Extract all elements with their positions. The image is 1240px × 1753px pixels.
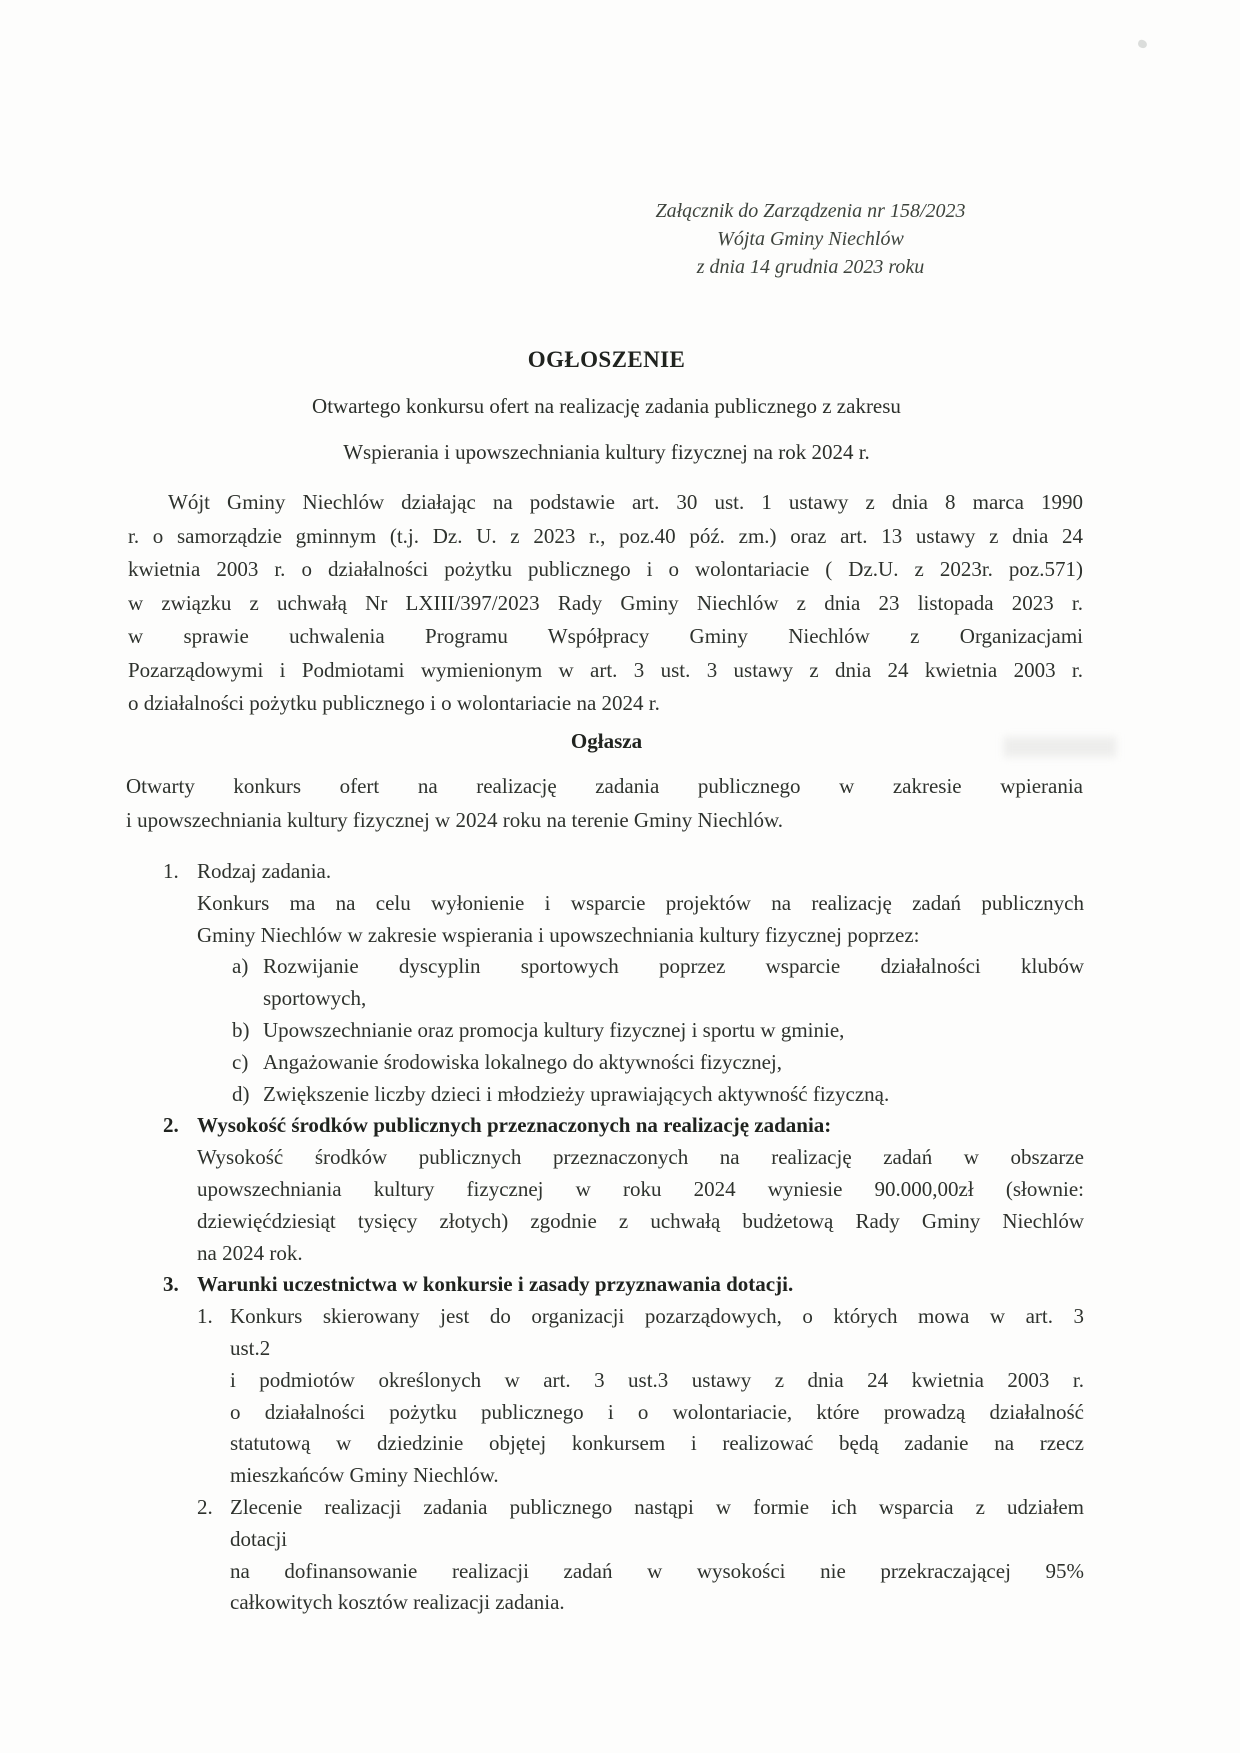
intro-line: kwietnia 2003 r. o działalności pożytku publicznego i o wolontariacie ( Dz.U. z 2023r. poz.571) bbox=[128, 557, 1083, 581]
announce-line: Otwarty konkurs ofert na realizację zadania publicznego w zakresie wpierania bbox=[126, 774, 1083, 798]
sub-item-marker: 2. bbox=[197, 1494, 213, 1519]
attachment-note-line: z dnia 14 grudnia 2023 roku bbox=[696, 256, 925, 278]
announce-heading: Ogłasza bbox=[570, 729, 643, 753]
sub-item-marker: b) bbox=[232, 1017, 250, 1042]
list-item-body-line: Konkurs ma na celu wyłonienie i wsparcie projektów na realizację zadań publicznych bbox=[197, 890, 1084, 915]
document-subtitle-line: Wspierania i upowszechniania kultury fizycznej na rok 2024 r. bbox=[343, 440, 870, 464]
intro-line: w związku z uchwałą Nr LXIII/397/2023 Rady Gminy Niechlów z dnia 23 listopada 2023 r. bbox=[128, 590, 1083, 615]
sub-item-a bbox=[197, 951, 1084, 1015]
attachment-note bbox=[553, 197, 1068, 281]
sub-item-line: sportowych, bbox=[263, 986, 367, 1011]
sub-item-line: mieszkańców Gminy Niechlów. bbox=[230, 1463, 499, 1488]
list-item-body-line: na 2024 rok. bbox=[197, 1240, 303, 1265]
intro-line: w sprawie uchwalenia Programu Współpracy Gminy Niechlów z Organizacjami bbox=[128, 624, 1083, 648]
sub-item-line: Upowszechnianie oraz promocja kultury fizycznej i sportu w gminie, bbox=[263, 1017, 845, 1042]
sub-item-1 bbox=[197, 1301, 1084, 1492]
sub-item-line: Rozwijanie dyscyplin sportowych poprzez wsparcie działalności klubów bbox=[263, 954, 1084, 979]
sub-item-line: Konkurs skierowany jest do organizacji pozarządowych, o których mowa w art. 3 bbox=[230, 1304, 1084, 1329]
sub-item-line: Zwiększenie liczby dzieci i młodzieży uprawiających aktywność fizyczną. bbox=[263, 1081, 890, 1106]
intro-line: Wójt Gminy Niechlów działając na podstawie art. 30 ust. 1 ustawy z dnia 8 marca 1990 bbox=[168, 490, 1083, 514]
sub-item-d bbox=[197, 1079, 1084, 1111]
sub-item-marker: 1. bbox=[197, 1304, 213, 1329]
list-item-2 bbox=[163, 1110, 1084, 1269]
intro-line: r. o samorządzie gminnym (t.j. Dz. U. z 2023 r., poz.40 póź. zm.) oraz art. 13 ustawy z dnia 24 bbox=[128, 523, 1083, 548]
list-item-body-line: Wysokość środków publicznych przeznaczonych na realizację zadań w obszarze bbox=[197, 1145, 1084, 1170]
list-item-body-line: Gminy Niechlów w zakresie wspierania i upowszechniania kultury fizycznej poprzez: bbox=[197, 922, 920, 947]
list-item-body-line: upowszechniania kultury fizycznej w roku 2024 wyniesie 90.000,00zł (słownie: bbox=[197, 1176, 1084, 1201]
sub-item-c bbox=[197, 1047, 1084, 1079]
sub-item-line: Zlecenie realizacji zadania publicznego nastąpi w formie ich wsparcia z udziałem bbox=[230, 1494, 1084, 1519]
sub-item-marker: a) bbox=[232, 954, 249, 979]
announce-line: i upowszechniania kultury fizycznej w 2024 roku na terenie Gminy Niechlów. bbox=[126, 808, 784, 832]
sub-item-line: całkowitych kosztów realizacji zadania. bbox=[230, 1590, 565, 1615]
sub-item-line: statutową w dziedzinie objętej konkursem i realizować będą zadanie na rzecz bbox=[230, 1431, 1084, 1456]
intro-paragraph bbox=[128, 486, 1083, 721]
sub-item-b bbox=[197, 1015, 1084, 1047]
list-item-number: 2. bbox=[163, 1113, 179, 1138]
sub-item-line: i podmiotów określonych w art. 3 ust.3 ustawy z dnia 24 kwietnia 2003 r. bbox=[230, 1367, 1084, 1392]
attachment-note-line: Wójta Gminy Niechlów bbox=[717, 228, 904, 250]
sub-item-line: dotacji bbox=[230, 1526, 288, 1551]
list-item-title: Wysokość środków publicznych przeznaczonych na realizację zadania: bbox=[197, 1113, 832, 1138]
list-item-title: Warunki uczestnictwa w konkursie i zasady przyznawania dotacji. bbox=[197, 1272, 794, 1297]
sub-item-2 bbox=[197, 1492, 1084, 1619]
announce-paragraph bbox=[126, 769, 1083, 837]
list-item-3 bbox=[163, 1269, 1084, 1619]
sub-item-line: o działalności pożytku publicznego i o wolontariacie, które prowadzą działalność bbox=[230, 1399, 1084, 1424]
list-item-number: 1. bbox=[163, 859, 179, 883]
attachment-note-line: Załącznik do Zarządzenia nr 158/2023 bbox=[655, 200, 966, 222]
sub-item-line: na dofinansowanie realizacji zadań w wysokości nie przekraczającej 95% bbox=[230, 1558, 1084, 1583]
list-item-title: Rodzaj zadania. bbox=[197, 859, 332, 883]
main-numbered-list bbox=[130, 856, 1083, 1619]
list-item-1 bbox=[163, 856, 1084, 1110]
sub-item-marker: c) bbox=[232, 1049, 249, 1074]
sub-item-line: ust.2 bbox=[230, 1335, 271, 1360]
list-item-number: 3. bbox=[163, 1272, 179, 1297]
scan-speck-artifact bbox=[1137, 39, 1148, 49]
document-title: OGŁOSZENIE bbox=[527, 347, 686, 372]
intro-line: Pozarządowymi i Podmiotami wymienionym w art. 3 ust. 3 ustawy z dnia 24 kwietnia 2003 r. bbox=[128, 657, 1083, 682]
list-item-body-line: dziewięćdziesiąt tysięcy złotych) zgodnie z uchwałą budżetową Rady Gminy Niechlów bbox=[197, 1208, 1084, 1233]
sub-item-line: Angażowanie środowiska lokalnego do aktywności fizycznej, bbox=[263, 1049, 783, 1074]
document-subtitle-line: Otwartego konkursu ofert na realizację zadania publicznego z zakresu bbox=[312, 394, 901, 418]
sub-item-marker: d) bbox=[232, 1081, 250, 1106]
intro-line: o działalności pożytku publicznego i o wolontariacie na 2024 r. bbox=[128, 691, 660, 715]
